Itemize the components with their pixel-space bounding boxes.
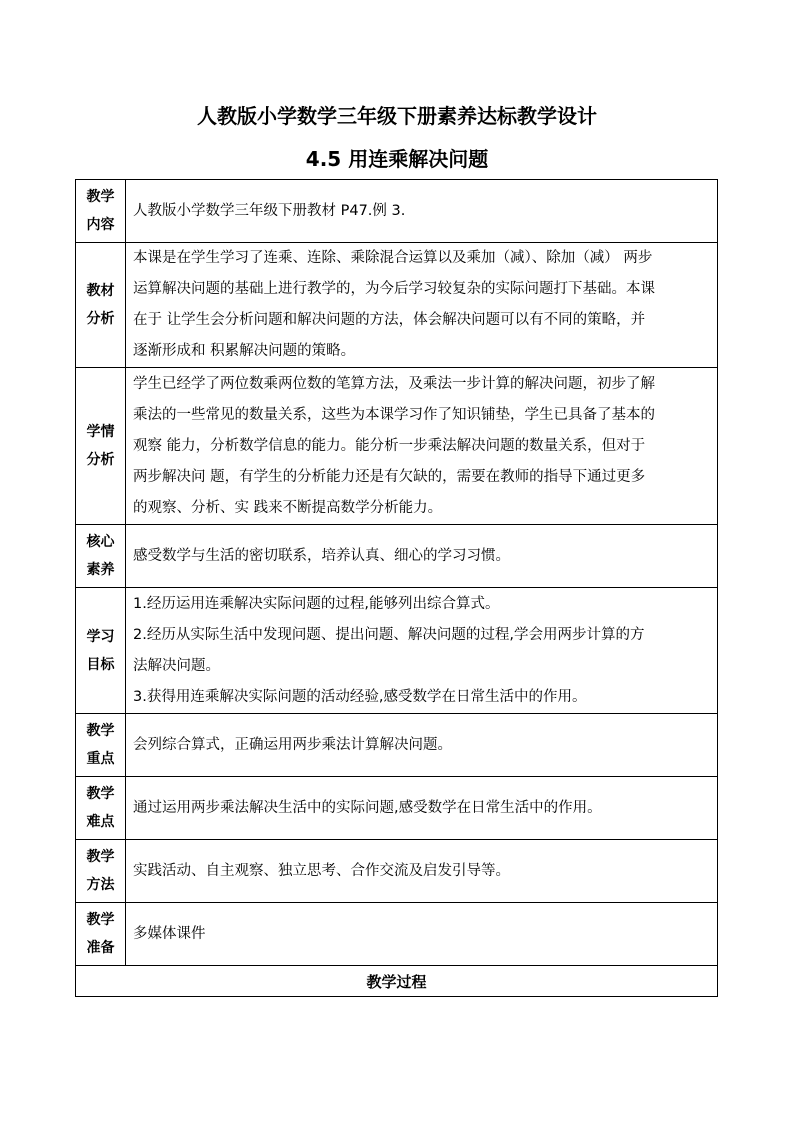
content-line: 会列综合算式，正确运用两步乘法计算解决问题。 [133,736,452,753]
teaching-methods-label [76,840,126,903]
row-label-line: 难点 [86,814,115,830]
content-line: 多媒体课件 [133,925,206,942]
content-line: 观察 能力，分析数学信息的能力。能分析一步乘法解决问题的数量关系，但对于 [133,437,646,454]
row-label-line: 分析 [86,311,115,327]
learning-objectives-row [76,588,718,714]
lesson-plan-table [75,179,718,997]
core-literacy-content [126,525,718,588]
row-label-line: 素养 [86,562,115,578]
row-label-line: 教学 [86,723,115,739]
content-line: 1.经历运用连乘解决实际问题的过程,能够列出综合算式。 [133,595,500,612]
row-label-line: 准备 [86,940,115,956]
key-points-content [126,714,718,777]
content-line: 学生已经学了两位数乘两位数的笔算方法，及乘法一步计算的解决问题，初步了解 [133,375,655,392]
difficult-points-label [76,777,126,840]
row-label-line: 教学 [86,912,115,928]
learner-analysis-content [126,368,718,525]
row-label-line: 内容 [86,217,115,233]
content-line: 的观察、分析、实 践来不断提高数学分析能力。 [133,499,443,516]
content-line: 逐渐形成和 积累解决问题的策略。 [133,343,356,359]
learning-objectives-label [76,588,126,714]
teaching-preparation-content [126,903,718,966]
key-points-row [76,714,718,777]
content-line: 人教版小学数学三年级下册教材 P47.例 3. [133,202,406,219]
teaching-content-label [76,180,126,243]
teaching-preparation-row [76,903,718,966]
row-label-line: 分析 [86,452,115,468]
teaching-methods-row [76,840,718,903]
content-line: 实践活动、自主观察、独立思考、合作交流及启发引导等。 [133,862,510,879]
row-label-line: 目标 [86,656,115,673]
content-line: 乘法的一些常见的数量关系，这些为本课学习作了知识铺垫，学生已具备了基本的 [133,406,655,423]
row-label-line: 方法 [86,877,115,893]
row-label-line: 教学 [86,189,115,205]
content-line: 在于 让学生会分析问题和解决问题的方法，体会解决问题可以有不同的策略，并 [133,312,646,328]
lesson-title: 4.5 用连乘解决问题 [305,147,489,171]
key-points-label [76,714,126,777]
teaching-preparation-label [76,903,126,966]
row-label-line: 学习 [86,628,115,645]
difficult-points-content [126,777,718,840]
core-literacy-label [76,525,126,588]
teaching-content-content [126,180,718,243]
content-line: 通过运用两步乘法解决生活中的实际问题,感受数学在日常生活中的作用。 [133,799,602,816]
teaching-process-row [76,966,718,997]
learning-objectives-content [126,588,718,714]
row-label-line: 核心 [86,534,115,550]
core-literacy-row [76,525,718,588]
textbook-analysis-row [76,243,718,368]
textbook-analysis-label [76,243,126,368]
teaching-methods-content [126,840,718,903]
content-line: 感受数学与生活的密切联系，培养认真、细心的学习习惯。 [133,547,510,564]
row-label-line: 教学 [86,786,115,802]
content-line: 法解决问题。 [133,657,220,674]
content-line: 本课是在学生学习了连乘、连除、乘除混合运算以及乘加（减）、除加（减） 两步 [133,250,653,266]
difficult-points-row [76,777,718,840]
teaching-process-heading: 教学过程 [76,966,718,997]
learner-analysis-row [76,368,718,525]
content-line: 3.获得用连乘解决实际问题的活动经验,感受数学在日常生活中的作用。 [133,688,587,705]
content-line: 2.经历从实际生活中发现问题、提出问题、解决问题的过程,学会用两步计算的方 [133,626,645,643]
row-label-line: 教材 [86,283,115,299]
content-line: 运算解决问题的基础上进行教学的，为今后学习较复杂的实际问题打下基础。本课 [133,281,655,297]
textbook-analysis-content [126,243,718,368]
teaching-content-row [76,180,718,243]
row-label-line: 教学 [86,849,115,865]
document-title: 人教版小学数学三年级下册素养达标教学设计 [197,104,597,128]
row-label-line: 重点 [86,751,115,767]
learner-analysis-label [76,368,126,525]
content-line: 两步解决问 题，有学生的分析能力还是有欠缺的，需要在教师的指导下通过更多 [133,468,646,485]
row-label-line: 学情 [86,424,115,440]
